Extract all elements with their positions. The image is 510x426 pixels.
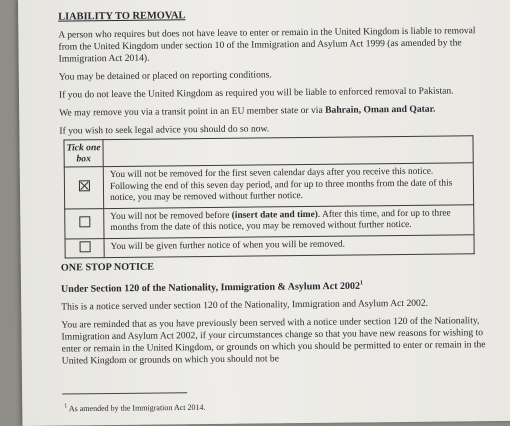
footnote-text: As amended by the Immigration Act 2014. <box>68 402 206 413</box>
table-header-row <box>64 136 473 167</box>
tick-cell <box>65 208 104 238</box>
tick-cell <box>65 238 104 257</box>
liability-para-5: If you wish to seek legal advice you should do so now. <box>59 123 270 137</box>
liability-para-1: A person who requires but does not have leave to enter or remain in the United Kingdom is liable to removal from the United Kingdom under section 10 of the Immigration and Asylum Act 1999 (as amended by the Immigration Act 2014). <box>58 25 476 65</box>
tick-cell <box>64 167 103 209</box>
checked-box-icon[interactable] <box>78 181 89 192</box>
option-date-placeholder: (insert date and time) <box>231 209 318 221</box>
table-row <box>65 234 474 257</box>
liability-heading: LIABILITY TO REMOVAL <box>58 10 186 23</box>
removal-options-table <box>63 135 474 258</box>
option-text: You will be given further notice of when you will be removed. <box>104 234 474 257</box>
empty-checkbox-icon[interactable] <box>79 216 90 227</box>
tick-header: Tick one box <box>64 140 103 167</box>
document-page <box>18 0 510 426</box>
subtitle-text: Under Section 120 of the Nationality, Immigration & Asylum Act 2002 <box>60 280 361 295</box>
footnote-divider <box>62 392 187 394</box>
one-stop-subtitle <box>61 276 491 296</box>
liability-para-2: You may be detained or placed on reporting conditions. <box>58 69 272 83</box>
one-stop-title: ONE STOP NOTICE <box>60 261 155 274</box>
option-text-end: . After this time, and for up to three months from the date of this notice, you may be removed without further notice. <box>110 207 451 234</box>
option-text-start: You will not be removed before <box>110 210 232 222</box>
one-stop-para-1: This is a notice served under section 120 of the Nationality, Immigration and Asylum Act 2002. <box>61 297 429 313</box>
liability-para-3: If you do not leave the United Kingdom as required you will be liable to enforced removal to Pakistan. <box>58 85 454 101</box>
header-blank-cell <box>103 136 473 167</box>
option-text <box>104 204 474 238</box>
empty-checkbox-icon[interactable] <box>79 241 90 252</box>
footnote <box>64 396 492 415</box>
liability-para-4 <box>59 103 489 120</box>
footnote-marker: 1 <box>64 403 68 410</box>
document-content <box>58 7 492 415</box>
footnote-ref: 1 <box>359 279 363 286</box>
transit-text: We may remove you via a transit point in an EU member state or via <box>59 104 326 119</box>
table-row <box>65 204 474 238</box>
option-text: You will not be removed for the first seven calendar days after you receive this notice. Following the end of this seven day period, and for up to three months from the date of this notice, you may be removed without further notice. <box>103 163 473 208</box>
transit-countries: Bahrain, Oman and Qatar. <box>325 103 436 116</box>
table-row <box>64 163 473 209</box>
one-stop-para-2: You are reminded that as you have previously been served with a notice under section 120 of the Nationality, Immigration and Asylum Act 2002, if your circumstances change so that you have new reasons for wishing to enter or remain in the United Kingdom, or grounds on which you should be permitted to enter or remain in the United Kingdom or grounds on which you should not be <box>61 315 486 367</box>
